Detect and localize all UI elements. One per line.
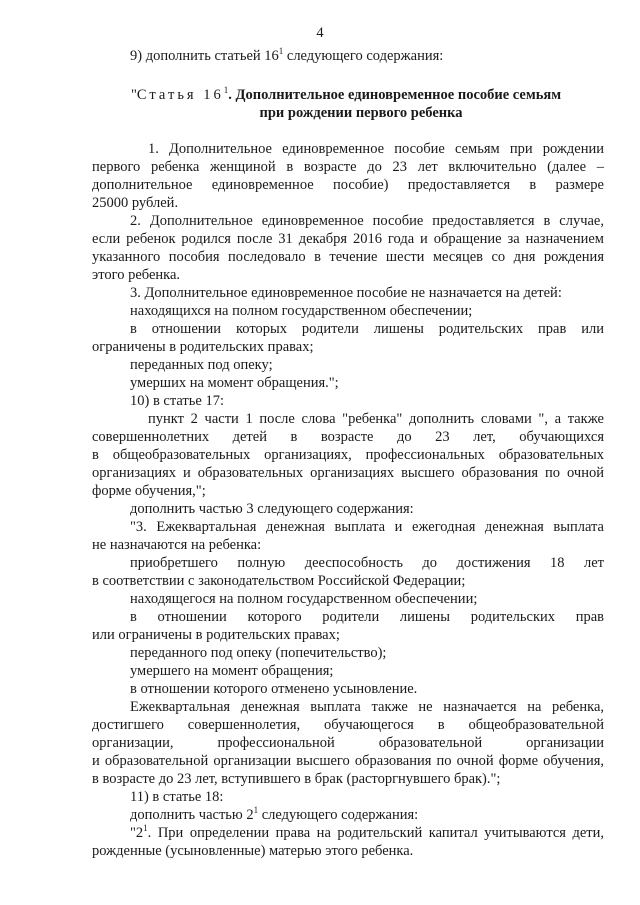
part3-item-g-line2: достигшего совершеннолетия, обучающегося в общеобразовательной — [92, 717, 604, 733]
item-11-add-text: дополнить частью 2 — [130, 807, 254, 823]
part21-line2: рожденные (усыновленные) матерью этого ребенка. — [92, 843, 414, 859]
p3-item-d: умерших на момент обращения."; — [130, 375, 339, 391]
part3-item-f: в отношении которого отменено усыновление. — [130, 681, 418, 697]
p1-line4: 25000 рублей. — [92, 195, 179, 211]
part3-line2: не назначаются на ребенка: — [92, 537, 262, 553]
item-10: 10) в статье 17: — [130, 393, 224, 409]
article-open-quote: " — [131, 87, 137, 103]
p1-line1: 1. Дополнительное единовременное пособие семьям при рождении — [148, 141, 604, 157]
item-11-add-superscript: 1 — [253, 805, 259, 816]
part3-item-a-line2: в соответствии с законодательством Российской Федерации; — [92, 573, 466, 589]
p3-item-b-line2: ограничены в родительских правах; — [92, 339, 314, 355]
item-10-line1: пункт 2 части 1 после слова "ребенка" дополнить словами ", а также — [148, 411, 604, 427]
item-10-add-part: дополнить частью 3 следующего содержания: — [130, 501, 414, 517]
p3-intro: 3. Дополнительное единовременное пособие не назначается на детей: — [130, 285, 562, 301]
item-11-add-part — [130, 806, 604, 824]
part21-superscript: 1 — [143, 823, 148, 834]
item-9-superscript: 1 — [278, 46, 284, 57]
p3-item-a: находящихся на полном государственном обеспечении; — [130, 303, 473, 319]
part3-item-g-line4: и образовательной организации высшего образования по очной форме обучения, — [92, 753, 604, 769]
article-heading-line1 — [131, 86, 591, 104]
part3-item-a-line1: приобретшего полную дееспособность до достижения 18 лет — [130, 555, 604, 571]
item-9 — [130, 47, 640, 65]
article-label-superscript: 1 — [223, 85, 229, 96]
item-10-line4: организациях и образовательных организациях высшего образования по очной — [92, 465, 604, 481]
part3-item-d: переданного под опеку (попечительство); — [130, 645, 387, 661]
article-label: Статья 16 — [136, 87, 224, 103]
item-11-add-tail: следующего содержания: — [258, 807, 419, 823]
part3-item-b: находящегося на полном государственном обеспечении; — [130, 591, 478, 607]
item-9-text: 9) дополнить статьей 16 — [130, 48, 279, 64]
p3-item-c: переданных под опеку; — [130, 357, 273, 373]
part3-item-g-line5: в возрасте до 23 лет, вступившего в брак (расторгнувшего брак)."; — [92, 771, 501, 787]
page-number: 4 — [316, 25, 324, 41]
item-10-line3: в общеобразовательных организациях, профессиональных образовательных — [92, 447, 604, 463]
part21-open: "2 — [130, 825, 144, 841]
item-10-line5: форме обучения,"; — [92, 483, 206, 499]
article-title-line1: . Дополнительное единовременное пособие семьям — [228, 87, 562, 103]
item-9-tail: следующего содержания: — [283, 48, 444, 64]
p2-line2: если ребенок родился после 31 декабря 2016 года и обращение за назначением — [92, 231, 604, 247]
p2-line3: указанного пособия последовало в течение шести месяцев со дня рождения — [92, 249, 604, 265]
item-11: 11) в статье 18: — [130, 789, 224, 805]
part3-item-e: умершего на момент обращения; — [130, 663, 334, 679]
p3-item-b-line1: в отношении которых родители лишены родительских прав или — [130, 321, 604, 337]
p1-line2: первого ребенка женщиной в возрасте до 23 лет включительно (далее – — [92, 159, 604, 175]
part3-line1: "3. Ежеквартальная денежная выплата и ежегодная денежная выплата — [130, 519, 604, 535]
item-10-line2: совершеннолетних детей в возрасте до 23 лет, обучающихся — [92, 429, 604, 445]
part3-item-g-line1: Ежеквартальная денежная выплата также не назначается на ребенка, — [130, 699, 604, 715]
p2-line4: этого ребенка. — [92, 267, 181, 283]
part21-line1 — [130, 824, 604, 842]
part3-item-c-line1: в отношении которого родители лишены родительских прав — [130, 609, 604, 625]
part3-item-g-line3: организации, профессиональной образовательной организации — [92, 735, 604, 751]
article-title-line2: при рождении первого ребенка — [259, 105, 463, 121]
part21-text: . При определении права на родительский капитал учитываются дети, — [147, 825, 604, 841]
part3-item-c-line2: или ограничены в родительских правах; — [92, 627, 340, 643]
p2-line1: 2. Дополнительное единовременное пособие предоставляется в случае, — [130, 213, 604, 229]
p1-line3: дополнительное единовременное пособие) предоставляется в размере — [92, 177, 604, 193]
